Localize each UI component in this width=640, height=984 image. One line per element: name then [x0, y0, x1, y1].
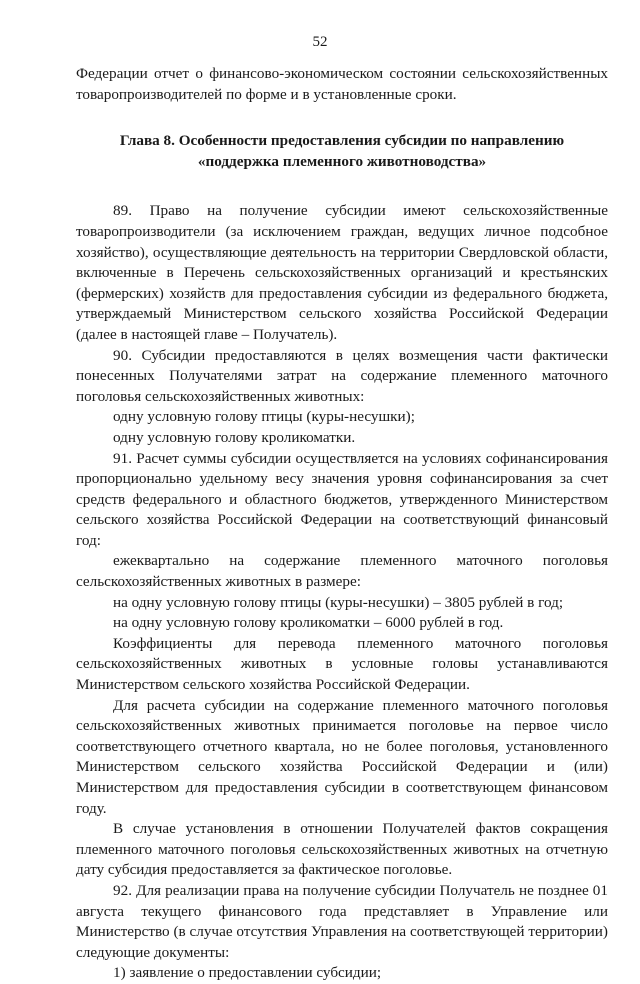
paragraph-calculation: Для расчета субсидии на содержание племенного маточного поголовья сельскохозяйственных животных принимается поголовье на первое число соответствующего отчетного квартала, но не более поголовья, установленного Министерством сельского хозяйства Российской Федерации и (или) Министерством для предоставления субсидии в соответствующем финансовом году. [76, 696, 608, 817]
paragraph-reduction: В случае установления в отношении Получателей фактов сокращения племенного маточного поголовья сельскохозяйственных животных на отчетную дату субсидия предоставляется за фактическое поголовье. [76, 820, 608, 879]
rate-poultry: на одну условную голову птицы (куры-несушки) – 3805 рублей в год; [113, 593, 564, 611]
chapter-title-line-2: «поддержка племенного животноводства» [197, 152, 487, 170]
chapter-title-line-1: Глава 8. Особенности предоставления субсидии по направлению [119, 132, 565, 150]
paragraph-90: 90. Субсидии предоставляются в целях возмещения части фактически понесенных Получателями затрат на содержание племенного маточного поголовья сельскохозяйственных животных: [76, 346, 608, 405]
list-item-poultry: одну условную голову птицы (куры-несушки); [113, 408, 415, 426]
paragraph-91: 91. Расчет суммы субсидии осуществляется на условиях софинансирования пропорционально удельному весу значения уровня софинансирования за счет средств федерального и областного бюджетов, утвержденного Министерством сельского хозяйства Российской Федерации на соответствующий финансовый год: [76, 449, 608, 549]
list-item-application: 1) заявление о предоставлении субсидии; [113, 964, 382, 982]
list-item-rabbit: одну условную голову кроликоматки. [113, 428, 356, 446]
paragraph-92: 92. Для реализации права на получение субсидии Получатель не позднее 01 августа текущего финансового года представляет в Управление или Министерство (в случае отсутствия Управления на соответствующей территории) следующие документы: [76, 881, 608, 961]
paragraph-89: 89. Право на получение субсидии имеют сельскохозяйственные товаропроизводители (за исключением граждан, ведущих личное подсобное хозяйство), осуществляющие деятельность на территории Свердловской области, включенные в Перечень сельскохозяйственных организаций и крестьянских (фермерских) хозяйств для предоставления субсидии из федерального бюджета, утверждаемый Министерством сельского хозяйства Российской Федерации (далее в настоящей главе – Получатель). [76, 202, 608, 343]
paragraph-coefficients: Коэффициенты для перевода племенного маточного поголовья сельскохозяйственных животных в условные головы устанавливаются Министерством сельского хозяйства Российской Федерации. [76, 634, 608, 694]
rate-rabbit: на одну условную голову кроликоматки – 6000 рублей в год. [113, 614, 504, 632]
paragraph-quarterly: ежеквартально на содержание племенного маточного поголовья сельскохозяйственных животных в размере: [76, 552, 608, 591]
document-body [76, 64, 608, 984]
chapter-heading [76, 131, 608, 172]
intro-paragraph: Федерации отчет о финансово-экономическом состоянии сельскохозяйственных товаропроизводителей по форме и в установленные сроки. [76, 65, 608, 103]
page-number: 52 [312, 34, 328, 50]
